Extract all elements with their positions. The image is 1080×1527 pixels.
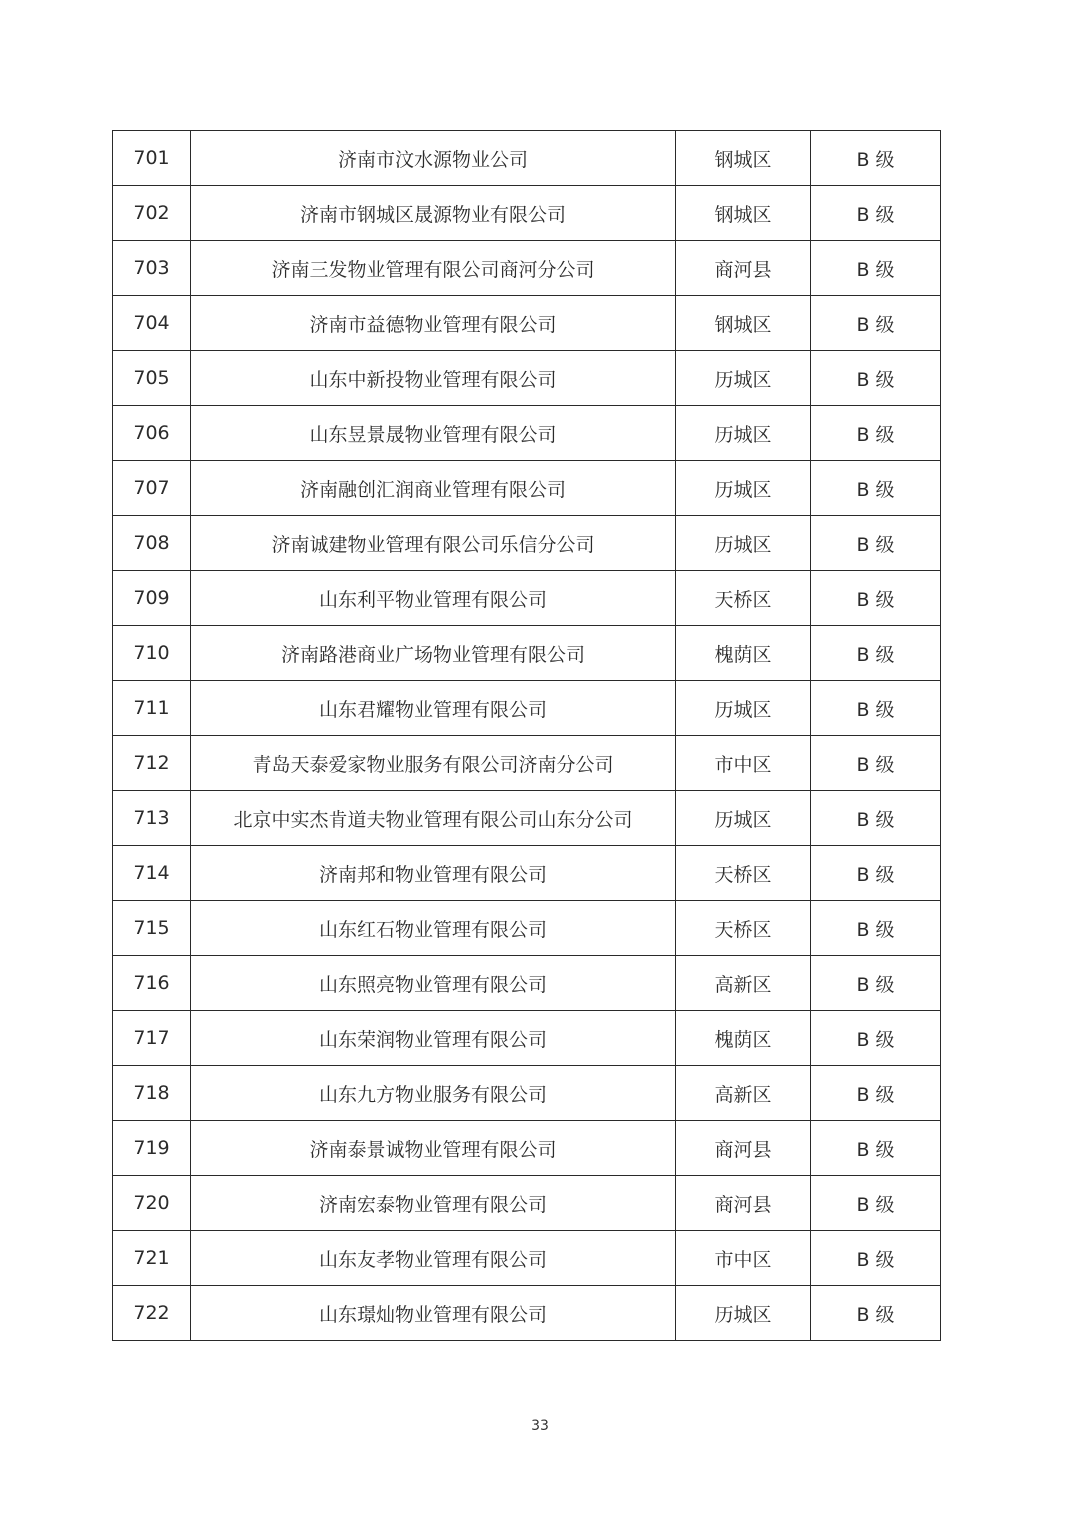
table-row xyxy=(113,351,941,406)
grade: B 级 xyxy=(811,846,941,901)
grade: B 级 xyxy=(811,351,941,406)
grade: B 级 xyxy=(811,131,941,186)
row-number: 721 xyxy=(113,1231,191,1286)
district: 高新区 xyxy=(676,956,811,1011)
grade: B 级 xyxy=(811,736,941,791)
company-name: 山东荣润物业管理有限公司 xyxy=(191,1011,676,1066)
row-number: 701 xyxy=(113,131,191,186)
district: 高新区 xyxy=(676,1066,811,1121)
district: 市中区 xyxy=(676,1231,811,1286)
district: 历城区 xyxy=(676,516,811,571)
row-number: 707 xyxy=(113,461,191,516)
grade: B 级 xyxy=(811,406,941,461)
grade: B 级 xyxy=(811,1121,941,1176)
grade: B 级 xyxy=(811,791,941,846)
table-row xyxy=(113,626,941,681)
table-row xyxy=(113,241,941,296)
grade: B 级 xyxy=(811,296,941,351)
table-row xyxy=(113,131,941,186)
company-name: 济南宏泰物业管理有限公司 xyxy=(191,1176,676,1231)
company-name: 山东利平物业管理有限公司 xyxy=(191,571,676,626)
table-row xyxy=(113,516,941,571)
company-name: 济南市汶水源物业公司 xyxy=(191,131,676,186)
table-row xyxy=(113,736,941,791)
grade: B 级 xyxy=(811,1066,941,1121)
grade: B 级 xyxy=(811,241,941,296)
row-number: 712 xyxy=(113,736,191,791)
row-number: 710 xyxy=(113,626,191,681)
table-row xyxy=(113,1231,941,1286)
grade: B 级 xyxy=(811,681,941,736)
company-name: 山东红石物业管理有限公司 xyxy=(191,901,676,956)
grade: B 级 xyxy=(811,1231,941,1286)
table-row xyxy=(113,1066,941,1121)
table-row xyxy=(113,846,941,901)
district: 历城区 xyxy=(676,1286,811,1341)
row-number: 715 xyxy=(113,901,191,956)
page-number: 33 xyxy=(531,1418,549,1434)
row-number: 722 xyxy=(113,1286,191,1341)
row-number: 702 xyxy=(113,186,191,241)
district: 历城区 xyxy=(676,351,811,406)
company-name: 山东璟灿物业管理有限公司 xyxy=(191,1286,676,1341)
district: 天桥区 xyxy=(676,571,811,626)
company-name: 济南市益德物业管理有限公司 xyxy=(191,296,676,351)
grade: B 级 xyxy=(811,571,941,626)
district: 天桥区 xyxy=(676,846,811,901)
table-row xyxy=(113,406,941,461)
district: 钢城区 xyxy=(676,186,811,241)
table-body xyxy=(113,131,941,1341)
row-number: 713 xyxy=(113,791,191,846)
table-row xyxy=(113,681,941,736)
district: 市中区 xyxy=(676,736,811,791)
company-name: 济南三发物业管理有限公司商河分公司 xyxy=(191,241,676,296)
grade: B 级 xyxy=(811,516,941,571)
grade: B 级 xyxy=(811,1176,941,1231)
table-row xyxy=(113,791,941,846)
grade: B 级 xyxy=(811,901,941,956)
row-number: 709 xyxy=(113,571,191,626)
row-number: 717 xyxy=(113,1011,191,1066)
row-number: 718 xyxy=(113,1066,191,1121)
district: 钢城区 xyxy=(676,131,811,186)
row-number: 703 xyxy=(113,241,191,296)
company-name: 北京中实杰肯道夫物业管理有限公司山东分公司 xyxy=(191,791,676,846)
district: 历城区 xyxy=(676,791,811,846)
row-number: 704 xyxy=(113,296,191,351)
company-name: 山东君耀物业管理有限公司 xyxy=(191,681,676,736)
company-name: 济南泰景诚物业管理有限公司 xyxy=(191,1121,676,1176)
company-name: 山东九方物业服务有限公司 xyxy=(191,1066,676,1121)
district: 历城区 xyxy=(676,681,811,736)
row-number: 716 xyxy=(113,956,191,1011)
district: 槐荫区 xyxy=(676,1011,811,1066)
table-row xyxy=(113,1121,941,1176)
row-number: 719 xyxy=(113,1121,191,1176)
table-row xyxy=(113,901,941,956)
company-name: 山东照亮物业管理有限公司 xyxy=(191,956,676,1011)
table-row xyxy=(113,461,941,516)
district: 商河县 xyxy=(676,1176,811,1231)
company-name: 济南融创汇润商业管理有限公司 xyxy=(191,461,676,516)
grade: B 级 xyxy=(811,626,941,681)
grade: B 级 xyxy=(811,1286,941,1341)
table-row xyxy=(113,1286,941,1341)
company-name: 山东中新投物业管理有限公司 xyxy=(191,351,676,406)
company-name: 济南市钢城区晟源物业有限公司 xyxy=(191,186,676,241)
grade: B 级 xyxy=(811,956,941,1011)
district: 历城区 xyxy=(676,406,811,461)
table-row xyxy=(113,1176,941,1231)
grade: B 级 xyxy=(811,461,941,516)
row-number: 720 xyxy=(113,1176,191,1231)
company-name: 山东友孝物业管理有限公司 xyxy=(191,1231,676,1286)
grade: B 级 xyxy=(811,1011,941,1066)
row-number: 705 xyxy=(113,351,191,406)
district: 槐荫区 xyxy=(676,626,811,681)
row-number: 711 xyxy=(113,681,191,736)
table-row xyxy=(113,956,941,1011)
district: 历城区 xyxy=(676,461,811,516)
company-name: 济南路港商业广场物业管理有限公司 xyxy=(191,626,676,681)
row-number: 708 xyxy=(113,516,191,571)
grade: B 级 xyxy=(811,186,941,241)
company-name: 济南诚建物业管理有限公司乐信分公司 xyxy=(191,516,676,571)
company-name: 济南邦和物业管理有限公司 xyxy=(191,846,676,901)
table-row xyxy=(113,1011,941,1066)
table-row xyxy=(113,296,941,351)
table-row xyxy=(113,571,941,626)
company-name: 青岛天泰爱家物业服务有限公司济南分公司 xyxy=(191,736,676,791)
district: 天桥区 xyxy=(676,901,811,956)
row-number: 706 xyxy=(113,406,191,461)
district: 钢城区 xyxy=(676,296,811,351)
company-rating-table xyxy=(112,130,941,1341)
district: 商河县 xyxy=(676,241,811,296)
company-name: 山东昱景晟物业管理有限公司 xyxy=(191,406,676,461)
district: 商河县 xyxy=(676,1121,811,1176)
row-number: 714 xyxy=(113,846,191,901)
table-row xyxy=(113,186,941,241)
